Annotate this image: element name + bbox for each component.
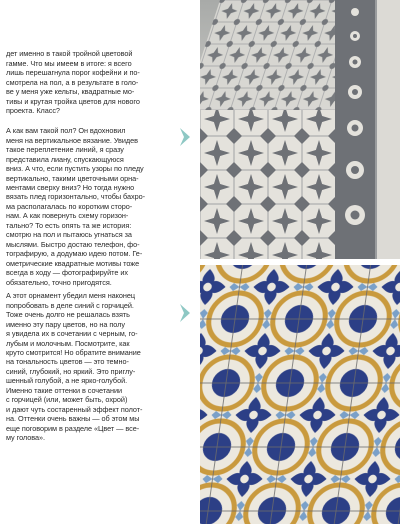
paragraph-2: А как вам такой пол? Он вдохновил меня на вертикальное вязание. Увидев такое переплетение линий, я сразу представила лиану, спускающуюся вниз. А что, если пустить узоры по пледу вертикально, такими цветочными орна- ментами сверху вниз? Но тогда нужно вязать плед горизонтально, чтобы бахро- ма располагалась по коротким сторо- нам. А как повернуть схему горизон- тально? То есть опять та же история: смотрю на пол и пытаюсь угнаться за мыслями. Быстро достаю телефон, фо- тографирую, а додумаю идею потом. Ге- ометрические квадратные мотивы тоже всегда в ходу — фотографируйте их обязательно, точно пригодятся. — [6, 126, 146, 287]
chevron-right-icon — [178, 126, 192, 148]
paragraph-1: дет именно в такой тройной цветовой гамме. Что мы имеем в итоге: я всего лишь перешагнула порог кофейни и по- смотрела на пол, а в результате в голо- ве у меня уже кельты, квадратные мо- тивы и крутая тройка цветов для нового проекта. Класс? — [6, 49, 140, 116]
photo-grey-floor-tiles — [200, 0, 400, 259]
chevron-right-icon — [178, 302, 192, 324]
paragraph-3: А этот орнамент убедил меня наконец попробовать в деле синий с горчицей. Тоже очень долго не решалась взять именно эту пару цветов, но на полу я увидела их в сочетании с черным, го- лубым и молочным. Посмотрите, как круто смотрится! Но обратите внимание на тональность цветов — это темно- синий, глубокий, но яркий. Это приглу- шенный голубой, а не ярко-голубой. Именно такие оттенки в сочетании с горчицей (или, может быть, охрой) и дают чуть состаренный эффект полот- на. Оттенки очень важны — об этом мы еще поговорим в разделе «Цвет — все- му голова». — [6, 291, 143, 443]
photo-blue-mustard-floor-tiles — [200, 265, 400, 524]
